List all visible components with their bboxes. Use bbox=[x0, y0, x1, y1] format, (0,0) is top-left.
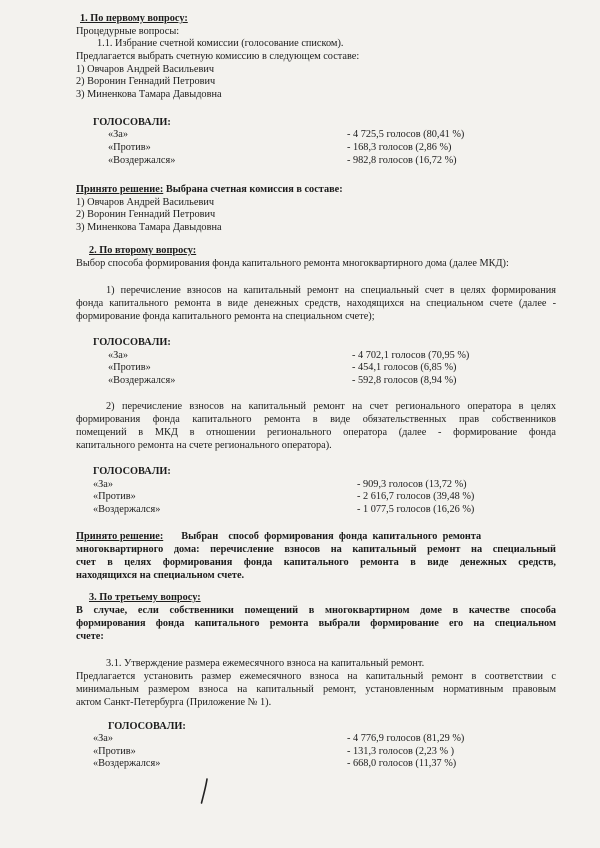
vote-value-for: - 4 702,1 голосов (70,95 %) bbox=[352, 350, 470, 361]
vote-value-for: - 909,3 голосов (13,72 %) bbox=[357, 479, 467, 490]
item-1-1: 1.1. Избрание счетной комиссии (голосование списком). bbox=[97, 38, 344, 49]
decision-1 bbox=[76, 184, 343, 196]
vote-value-abstain: - 982,8 голосов (16,72 %) bbox=[347, 155, 457, 166]
voted-heading-2: ГОЛОСОВАЛИ: bbox=[93, 337, 171, 348]
vote-label-against: «Против» bbox=[108, 362, 151, 373]
option-2-line-4: капитального ремонта на счете регионального оператора). bbox=[76, 440, 332, 451]
item-3-1: 3.1. Утверждение размера ежемесячного взноса на капитальный ремонт. bbox=[106, 658, 425, 669]
vote-label-abstain: «Воздержался» bbox=[93, 504, 161, 515]
proposal-3-line-2: минимальным размером взноса на капитальный ремонт, установленным нормативным правовым bbox=[76, 684, 556, 695]
vote-value-abstain: - 592,8 голосов (8,94 %) bbox=[352, 375, 457, 386]
member-3: 3) Миненкова Тамара Давыдовна bbox=[76, 89, 222, 100]
voted-heading-1: ГОЛОСОВАЛИ: bbox=[93, 117, 171, 128]
vote-label-against: «Против» bbox=[108, 142, 151, 153]
section-3-intro-3: счете: bbox=[76, 631, 104, 642]
vote-value-for: - 4 776,9 голосов (81,29 %) bbox=[347, 733, 465, 744]
option-2-line-2: формирования фонда капитального ремонта в виде обязательственных прав собственников bbox=[76, 414, 556, 425]
option-1-line-3: формирование фонда капитального ремонта на специальном счете); bbox=[76, 311, 375, 322]
decision-text: Выбрана счетная комиссия в составе: bbox=[163, 184, 343, 195]
proposal-3-line-1: Предлагается установить размер ежемесячного взноса на капитальный ремонт в соответствии с bbox=[76, 671, 556, 682]
proposal-1: Предлагается выбрать счетную комиссию в следующем составе: bbox=[76, 51, 360, 62]
procedural-questions: Процедурные вопросы: bbox=[76, 26, 180, 37]
vote-value-abstain: - 668,0 голосов (11,37 %) bbox=[347, 758, 457, 769]
vote-value-against: - 454,1 голосов (6,85 %) bbox=[352, 362, 457, 373]
decision-2-text: Выбран способ формирования фонда капитального ремонта bbox=[163, 531, 482, 542]
option-1-line-1: 1) перечисление взносов на капитальный ремонт на специальный счет в целях формирования bbox=[106, 285, 556, 296]
vote-label-abstain: «Воздержался» bbox=[108, 155, 176, 166]
section-3-intro-1: В случае, если собственники помещений в многоквартирном доме в качестве способа bbox=[76, 605, 556, 616]
decision-member-3: 3) Миненкова Тамара Давыдовна bbox=[76, 222, 222, 233]
option-1-line-2: фонда капитального ремонта в виде денежных средств, находящихся на специальном счете (далее - bbox=[76, 298, 556, 309]
decision-2-line-2: многоквартирного дома: перечисление взносов на капитальный ремонт на специальный bbox=[76, 544, 556, 555]
section-2-heading: 2. По второму вопросу: bbox=[89, 245, 197, 256]
vote-label-for: «За» bbox=[93, 479, 114, 490]
vote-label-against: «Против» bbox=[93, 746, 136, 757]
decision-label: Принято решение: bbox=[76, 184, 164, 195]
vote-value-abstain: - 1 077,5 голосов (16,26 %) bbox=[357, 504, 475, 515]
vote-label-for: «За» bbox=[108, 350, 129, 361]
vote-label-for: «За» bbox=[108, 129, 129, 140]
decision-member-1: 1) Овчаров Андрей Васильевич bbox=[76, 197, 215, 208]
voted-heading-4: ГОЛОСОВАЛИ: bbox=[108, 721, 186, 732]
decision-2-label: Принято решение: bbox=[76, 531, 164, 542]
section-3-heading: 3. По третьему вопросу: bbox=[89, 592, 201, 603]
section-3-intro-2: формирования фонда капитального ремонта выбрали формирование его на специальном bbox=[76, 618, 556, 629]
vote-value-against: - 2 616,7 голосов (39,48 %) bbox=[357, 491, 475, 502]
voted-heading-3: ГОЛОСОВАЛИ: bbox=[93, 466, 171, 477]
vote-label-for: «За» bbox=[93, 733, 114, 744]
option-2-line-3: помещений в МКД в отношении регионального оператора (далее - формирование фонда bbox=[76, 427, 556, 438]
proposal-3-line-3: актом Санкт-Петербурга (Приложение № 1). bbox=[76, 697, 272, 708]
vote-label-abstain: «Воздержался» bbox=[108, 375, 176, 386]
decision-2-line-3: счет в целях формирования фонда капитального ремонта в виде денежных средств, bbox=[76, 557, 556, 568]
decision-member-2: 2) Воронин Геннадий Петрович bbox=[76, 209, 216, 220]
member-2: 2) Воронин Геннадий Петрович bbox=[76, 76, 216, 87]
vote-value-for: - 4 725,5 голосов (80,41 %) bbox=[347, 129, 465, 140]
option-2-line-1: 2) перечисление взносов на капитальный ремонт на счет регионального оператора в целях bbox=[106, 401, 556, 412]
decision-2-line-1 bbox=[76, 531, 556, 543]
vote-label-against: «Против» bbox=[93, 491, 136, 502]
member-1: 1) Овчаров Андрей Васильевич bbox=[76, 64, 215, 75]
decision-2-line-4: находящихся на специальном счете. bbox=[76, 570, 245, 581]
vote-label-abstain: «Воздержался» bbox=[93, 758, 161, 769]
vote-value-against: - 168,3 голосов (2,86 %) bbox=[347, 142, 452, 153]
vote-value-against: - 131,3 голосов (2,23 % ) bbox=[347, 746, 455, 757]
section-2-intro: Выбор способа формирования фонда капитального ремонта многоквартирного дома (далее МКД): bbox=[76, 258, 509, 269]
pen-mark bbox=[200, 778, 209, 804]
section-1-heading: 1. По первому вопросу: bbox=[80, 13, 188, 24]
